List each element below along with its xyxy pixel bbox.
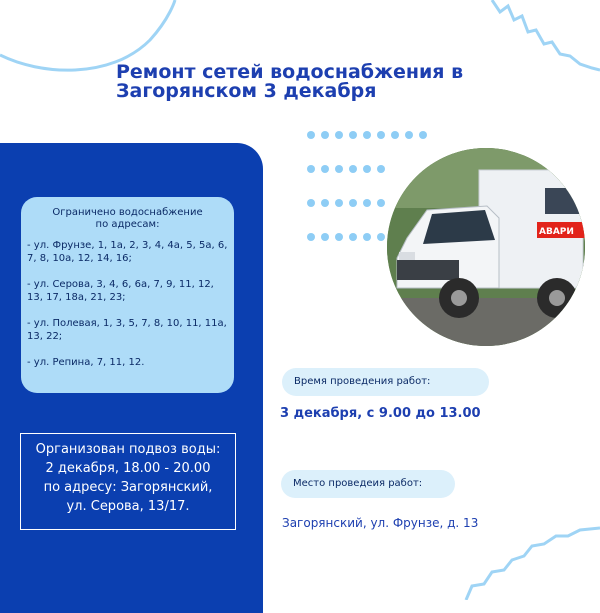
- work-time-label: Время проведения работ:: [282, 368, 489, 396]
- work-place-label: Место проведеия работ:: [281, 470, 455, 498]
- truck-photo: [387, 148, 585, 346]
- title-line-1: Ремонт сетей водоснабжения в: [116, 61, 464, 83]
- truck-sign: АВАРИ: [539, 227, 574, 237]
- street-frunze: - ул. Фрунзе, 1, 1а, 2, 3, 4, 4а, 5, 5а, 6, 7, 8, 10а, 12, 14, 16;: [27, 240, 228, 264]
- address-heading-line-2: по адресам:: [95, 219, 160, 230]
- title-line-2: Загорянском 3 декабря: [116, 80, 377, 102]
- page-title: [116, 63, 516, 101]
- address-heading-line-1: Ограничено водоснабжение: [52, 207, 203, 218]
- work-place-value: Загорянский, ул. Фрунзе, д. 13: [282, 516, 479, 530]
- water-delivery-line-4: ул. Серова, 13/17.: [66, 499, 190, 514]
- street-polevaya: - ул. Полевая, 1, 3, 5, 7, 8, 10, 11, 11а, 13, 22;: [27, 318, 227, 342]
- water-delivery-box: [20, 433, 236, 530]
- address-heading: [27, 207, 228, 231]
- street-serova: - ул. Серова, 3, 4, 6, 6а, 7, 9, 11, 12, 13, 17, 18а, 21, 23;: [27, 279, 214, 303]
- water-delivery-line-2: 2 декабря, 18.00 - 20.00: [45, 461, 211, 476]
- water-delivery-line-1: Организован подвоз воды:: [35, 442, 221, 457]
- truck-illustration: [387, 148, 585, 346]
- work-time-value: 3 декабря, с 9.00 до 13.00: [280, 406, 481, 421]
- address-card: [21, 197, 234, 393]
- water-delivery-line-3: по адресу: Загорянский,: [43, 480, 213, 495]
- street-repina: - ул. Репина, 7, 11, 12.: [27, 357, 145, 368]
